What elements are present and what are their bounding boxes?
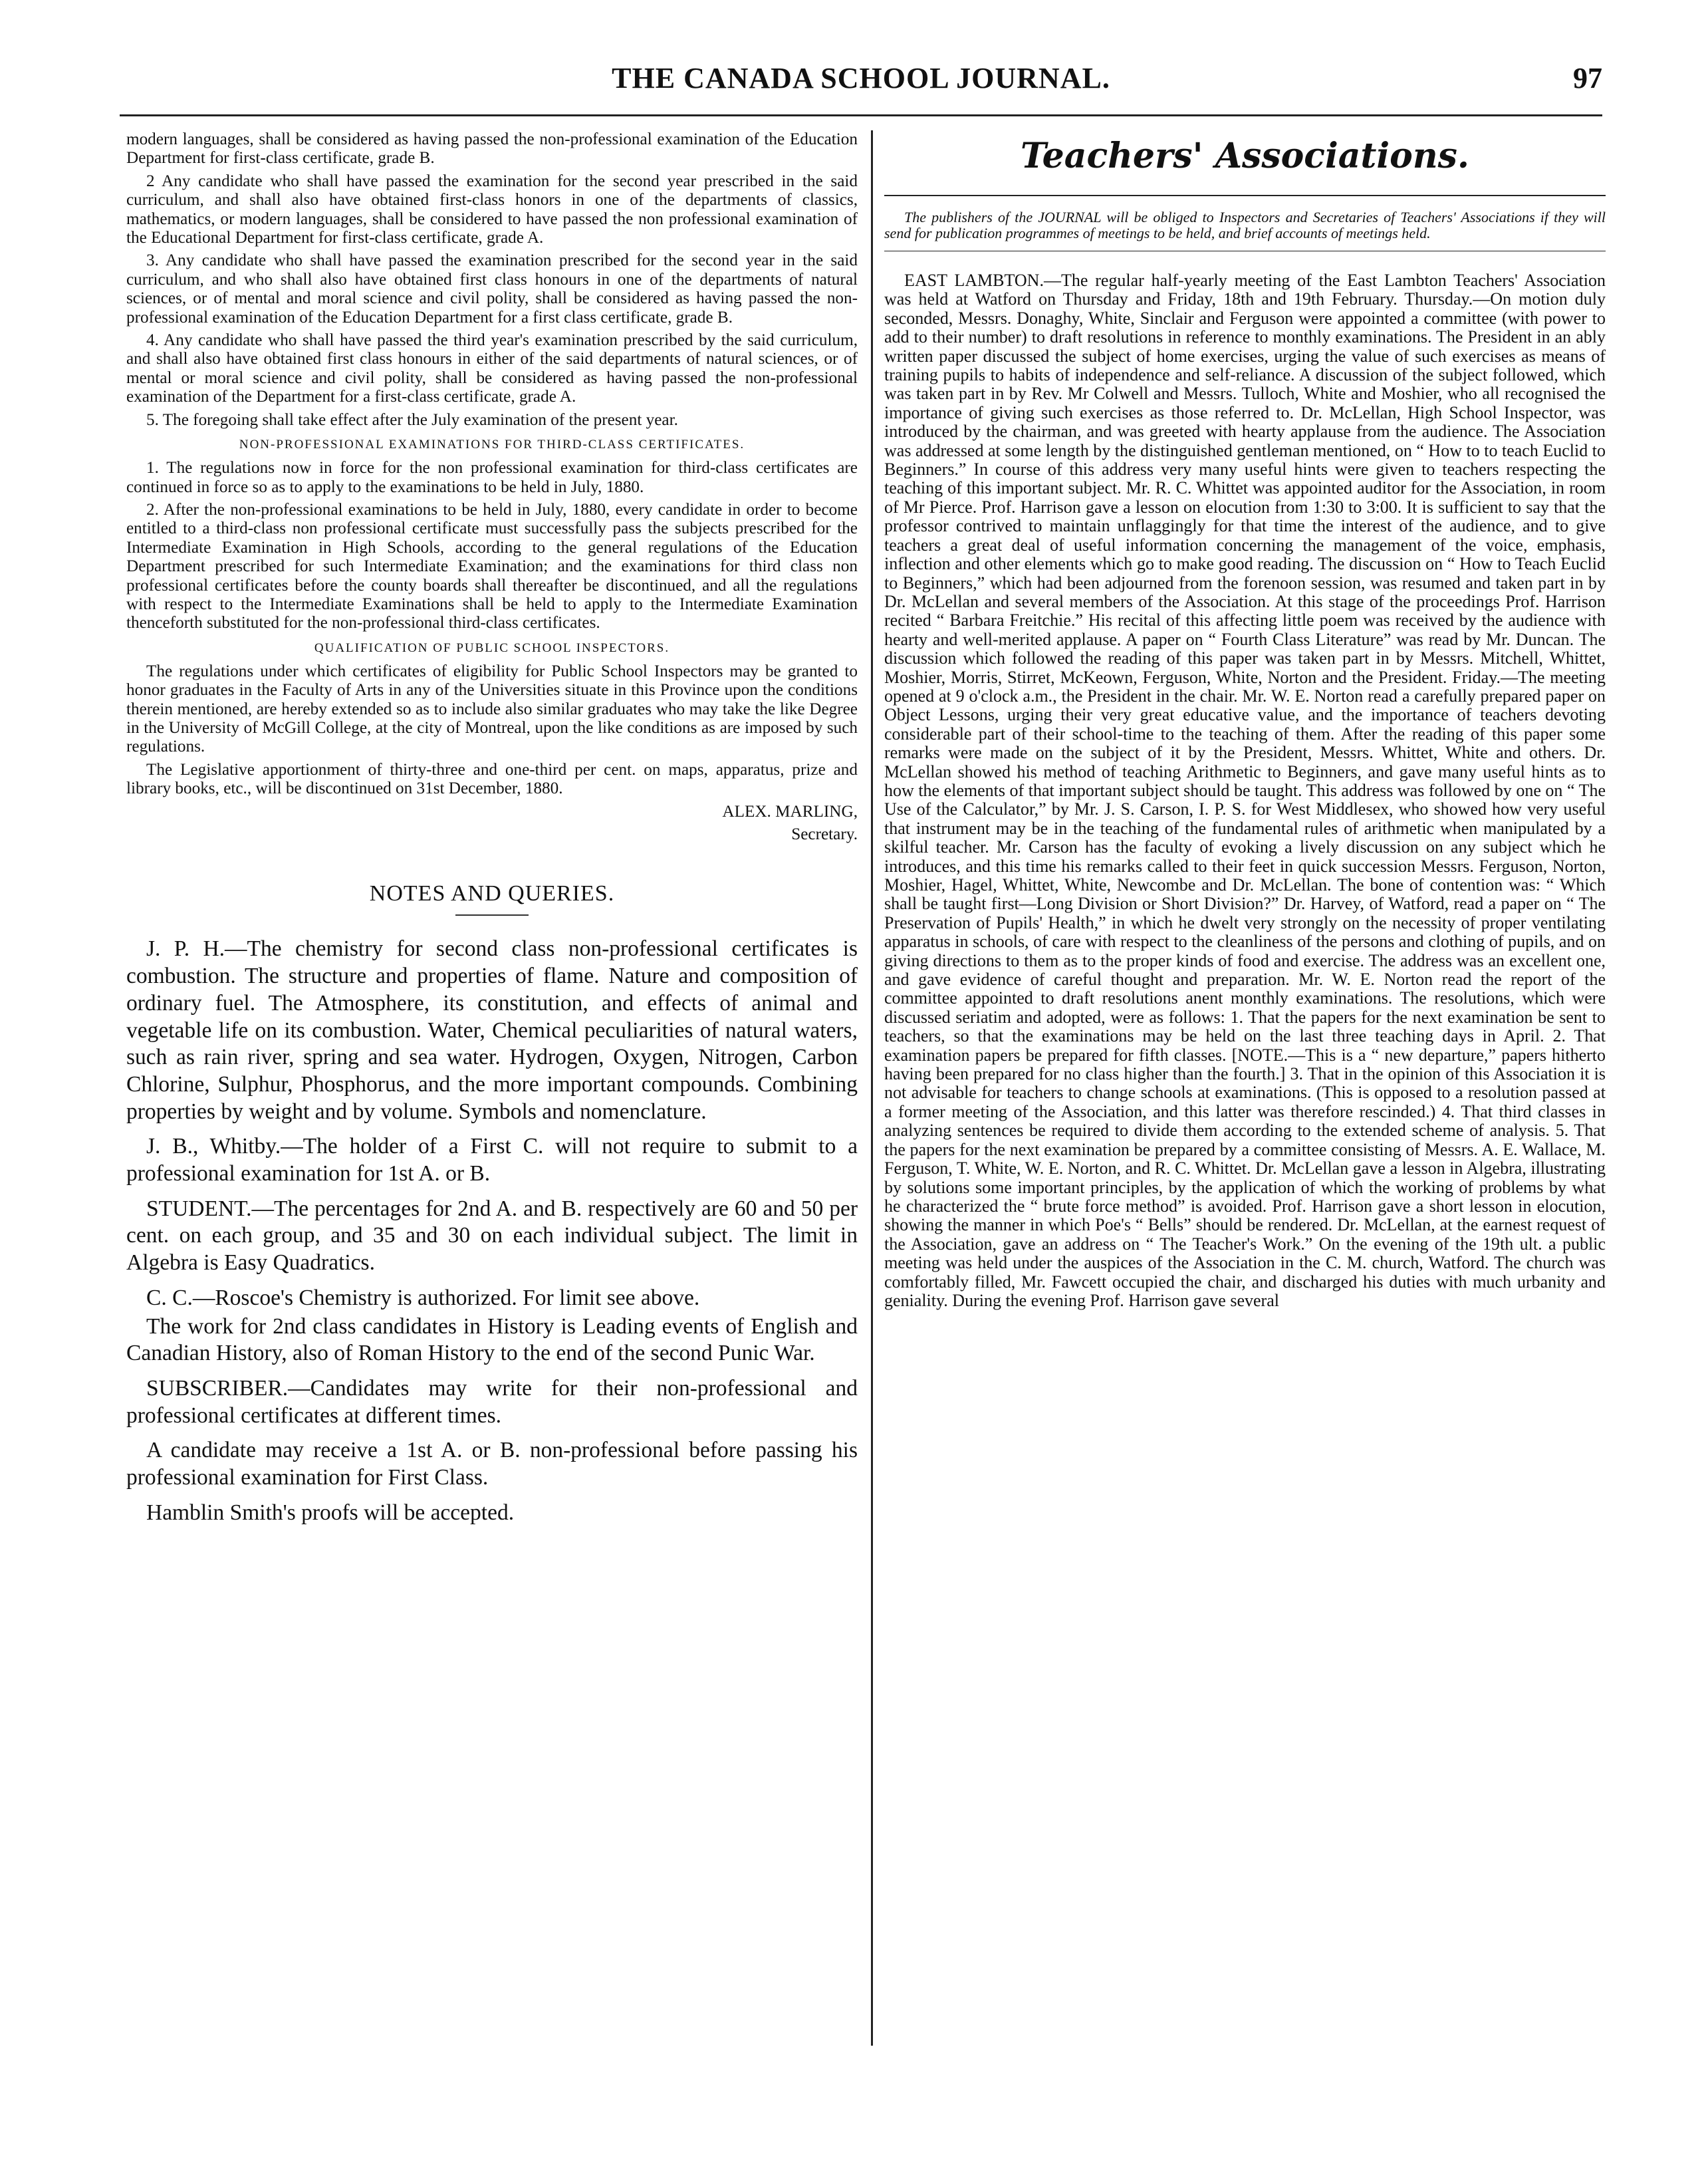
paragraph: 1. The regulations now in force for the non professional examination for third-class certificates are continued in force so as to apply to the examinations to be held in July, 1880.	[126, 459, 858, 496]
note-item: C. C.—Roscoe's Chemistry is authorized. For limit see above.	[146, 1285, 700, 1310]
paragraph: 5. The foregoing shall take effect after the July examination of the present year.	[146, 410, 678, 429]
notice-text: The publishers of the JOURNAL will be obliged to Inspectors and Secretaries of Teachers' Associations if they will send for publication programmes of meetings to be held, and brief accounts of meetings held.	[884, 209, 1606, 241]
note-item: STUDENT.—The percentages for 2nd A. and B. respectively are 60 and 50 per cent. on each group, and 35 and 30 on each individual subject. The limit in Algebra is Easy Quadratics.	[126, 1196, 858, 1276]
paragraph: 4. Any candidate who shall have passed the third year's examination prescribed by the said curriculum, and shall also have obtained first class honours in either of the said departments of natural sciences, or of mental or moral science and civil polity, shall be considered as having passed the non-professional examination of the Department for a first-class certificate, grade A.	[126, 331, 858, 406]
note-item: J. P. H.—The chemistry for second class non-professional certificates is combustion. The structure and properties of flame. Nature and composition of ordinary fuel. The Atmosphere, its constitution, and effects of animal and vegetable life on its combustion. Water, Chemical peculiarities of natural waters, such as rain river, spring and sea water. Hydrogen, Oxygen, Nitrogen, Carbon Chlorine, Sulphur, Phosphorus, and the more important compounds. Combining properties by weight and by volume. Symbols and nomenclature.	[126, 936, 858, 1124]
page-number: 97	[1573, 62, 1602, 94]
publishers-notice	[884, 209, 1606, 241]
title-rule	[455, 914, 529, 916]
report-text: EAST LAMBTON.—The regular half-yearly meeting of the East Lambton Teachers' Association was held at Watford on Thursday and Friday, 18th and 19th February. Thursday.—On motion duly seconded, Messrs. Donaghy, White, Sinclair and Ferguson were appointed a committee (with power to add to their number) to draft resolutions in reference to monthly examinations. The President in an ably written paper discussed the subject of home exercises, urging the value of such exercises as means of training pupils to habits of independence and self-reliance. A discussion of the subject followed, which was taken part in by Rev. Mr Colwell and Messrs. Tulloch, White and Moshier, who all recognised the importance of giving such exercises as those referred to. Dr. McLellan, High School Inspector, was introduced by the chairman, and was greeted with hearty applause from the audience. The Association was addressed at some length by the distinguished gentleman mentioned, on “ How to to teach Euclid to Beginners.” In course of this address very many useful hints were given to teachers respecting the teaching of this important subject. Mr. R. C. Whittet was appointed auditor for the Association, in room of Mr Pierce. Prof. Harrison gave a lesson on elocution from 1:30 to 3:00. It is sufficient to say that the professor contrived to maintain unflaggingly for that time the interest of the audience, and to give teachers a great deal of useful information concerning the management of the voice, emphasis, inflection and other elements which go to make good reading. The discussion on “ How to Teach Euclid to Beginners,” which had been adjourned from the forenoon session, was resumed and taken part in by Dr. McLellan and several members of the Association. At this stage of the proceedings Prof. Harrison recited “ Barbara Freitchie.” His recital of this affecting little poem was received by the audience with hearty and well-merited applause. A paper on “ Fourth Class Literature” was read by Mr. Duncan. The discussion which followed the reading of this paper was taken part in by Messrs. Mitchell, Whittet, Moshier, Morris, Stirret, McKeown, Ferguson, White, Norton and the President. Friday.—The meeting opened at 9 o'clock a.m., the President in the chair. Mr. W. E. Norton read a carefully prepared paper on Object Lessons, urging their very great educative value, and the importance of teachers devoting considerable part of their school-time to the teaching of them. After the reading of this paper some remarks were made on the subject of it by the President, Messrs. Whittet, White and others. Dr. McLellan showed his method of teaching Arithmetic to Beginners, and gave many useful hints as to how the elements of that important subject should be taught. This address was followed by one on “ The Use of the Calculator,” by Mr. J. S. Carson, I. P. S. for West Middlesex, who showed how very useful that instrument may be in the teaching of the fundamental rules of arithmetic when manipulated by a skilful teacher. Mr. Carson has the faculty of evoking a lively discussion on any subject which he introduces, and this time his remarks called to their feet in quick succession Messrs. Ferguson, Norton, Moshier, Hagel, Whittet, White, Newcombe and Dr. McLellan. The bone of contention was: “ Which shall be taught first—Long Division or Short Division?” Dr. Harvey, of Watford, read a paper on “ The Preservation of Pupils' Health,” in which he dwelt very strongly on the necessity of proper ventilating apparatus in schools, of care with respect to the cleanliness of the persons and clothing of pupils, and on giving directions to them as to the proper kinds of food and exercise. The address was an excellent one, and gave evidence of careful thought and preparation. Mr. W. E. Norton read the report of the committee appointed to draft resolutions anent monthly examinations. The resolutions, which were discussed seriatim and adopted, were as follows: 1. That the papers for the next examination be sent to teachers, so that the examinations may be held on the last three teaching days in April. 2. That examination papers be prepared for fifth classes. [NOTE.—This is a “ new departure,” papers hitherto having been prepared for no class higher than the fourth.] 3. That in the opinion of this Association it is not advisable for teachers to change schools at examinations. (This is opposed to a resolution passed at a former meeting of the Association, and this latter was therefore rescinded.) 4. That third classes in analyzing sentences be required to divide them according to the extended scheme of analysis. 5. That the papers for the next examination be prepared by a committee consisting of Messrs. A. E. Wallace, M. Ferguson, T. White, W. E. Norton, and R. C. Whittet. Dr. McLellan gave a lesson in Algebra, illustrating by solutions some important principles, by the application of which the working of problems by what he characterized the “ brute force method” is avoided. Prof. Harrison gave a short lesson in elocution, showing the manner in which Poe's “ Bells” should be rendered. Dr. McLellan, at the earnest request of the Association, gave an address on “ The Teacher's Work.” On the evening of the 19th ult. a public meeting was held under the auspices of the Association in the C. M. church, Watford. The church was comfortably filled, Mr. Fawcett occupied the chair, and discharged his duties with much urbanity and geniality. During the evening Prof. Harrison gave several	[884, 271, 1606, 1310]
section-rule	[884, 195, 1606, 196]
note-item: Hamblin Smith's proofs will be accepted.	[146, 1500, 515, 1525]
paragraph: 2 Any candidate who shall have passed the examination for the second year prescribed in the said curriculum, and shall also have obtained first-class honors in one of the departments of classics, mathematics, or modern languages, shall be considered to have passed the non professional examination of the Educational Department for first-class certificate, grade A.	[126, 172, 858, 247]
section-title: Teachers' Associations.	[1020, 136, 1470, 176]
notes-and-queries	[126, 936, 858, 1526]
paragraph: 2. After the non-professional examinations to be held in July, 1880, every candidate in order to become entitled to a third-class non professional certificate must successfully pass the subjects prescribed for the Intermediate Examination in High Schools, according to the general regulations of the Education Department prescribed for such Intermediate Examination; and the examinations for third class non professional certificates before the county boards shall thereafter be discontinued, and all the regulations with respect to the Intermediate Examinations shall be held to apply to the Intermediate Examination thenceforth substituted for the non-professional third-class certificates.	[126, 500, 858, 632]
paragraph: The regulations under which certificates of eligibility for Public School Inspectors may be granted to honor graduates in the Faculty of Arts in any of the Universities situate in this Province upon the conditions therein mentioned, are hereby extended so as to include also similar graduates who may take the like Degree in the University of McGill College, at the city of Montreal, upon the like conditions as are imposed by such regulations.	[126, 662, 858, 756]
regulations-block	[126, 130, 858, 844]
column-divider	[871, 130, 873, 2046]
journal-title: THE CANADA SCHOOL JOURNAL.	[612, 62, 1110, 94]
paragraph: modern languages, shall be considered as having passed the non-professional examination of the Education Department for first-class certificate, grade B.	[126, 130, 858, 168]
note-item: SUBSCRIBER.—Candidates may write for their non-professional and professional certificates at different times.	[126, 1375, 858, 1428]
notes-and-queries-title: NOTES AND QUERIES.	[369, 881, 615, 906]
note-item: A candidate may receive a 1st A. or B. non-professional before passing his professional examination for First Class.	[126, 1438, 858, 1490]
header-rule	[120, 114, 1602, 116]
note-item: The work for 2nd class candidates in History is Leading events of English and Canadian History, also of Roman History to the end of the second Punic War.	[126, 1313, 858, 1366]
signature-title: Secretary.	[791, 825, 858, 843]
signature-name: ALEX. MARLING,	[722, 802, 858, 821]
east-lambton-report	[884, 271, 1606, 1310]
paragraph: The Legislative apportionment of thirty-three and one-third per cent. on maps, apparatus, prize and library books, etc., will be discontinued on 31st December, 1880.	[126, 760, 858, 798]
paragraph: 3. Any candidate who shall have passed the examination prescribed for the second year in the said curriculum, and who shall also have obtained first class honours in one of the departments of natural sciences, or of mental and moral science and civil polity, shall be considered as having passed the non-professional examination of the Education Department for a first class certificate, grade B.	[126, 251, 858, 327]
note-item: J. B., Whitby.—The holder of a First C. will not require to submit to a professional examination for 1st A. or B.	[126, 1134, 858, 1186]
subheading-qualification: QUALIFICATION OF PUBLIC SCHOOL INSPECTORS.	[314, 640, 670, 655]
right-column	[884, 130, 1606, 1314]
running-header	[120, 61, 1602, 108]
left-column	[126, 130, 858, 1534]
subheading-nonprofessional: NON-PROFESSIONAL EXAMINATIONS FOR THIRD-CLASS CERTIFICATES.	[239, 438, 745, 452]
